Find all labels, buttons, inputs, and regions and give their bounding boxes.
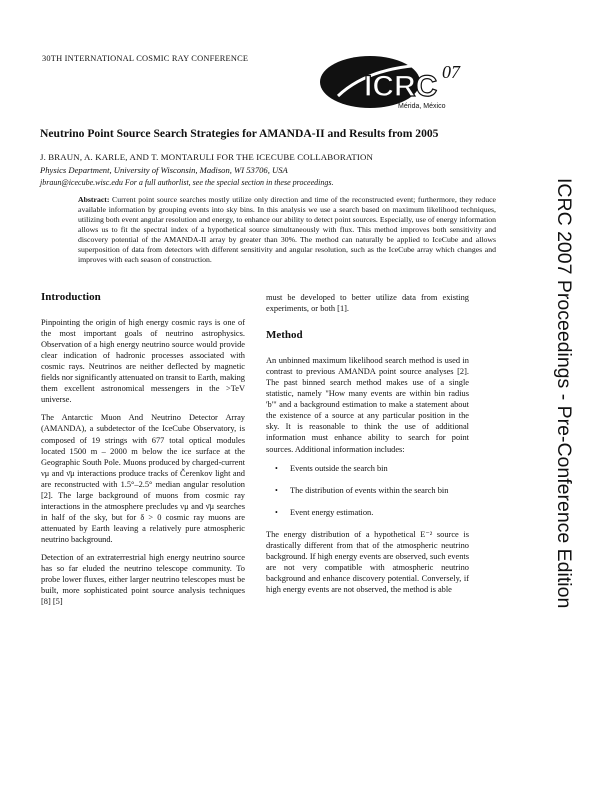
abstract-text: Current point source searches mostly utilize only direction and time of the reconstructed event; furthermore, they reduce available information by grouping events into sky bins. In this analysis we use a search based on maximum likelihood techniques, utilizing both event angular resolution and energy, to enhance our ability to detect point sources. Especially, use of energy information allows us to fit the spectral index of a hypothetical source simultaneously with flux. This method improves both sensitivity and discovery potential of the AMANDA-II array by greater than 30%. The method can naturally be applied to IceCube and allows superposition of data from detectors with different sensitivity and angular resolution, such as the IceCube array which changes and improves with each season of construction. (78, 195, 496, 264)
right-column (266, 292, 469, 595)
list-item (266, 463, 469, 474)
method-paragraph-2: The energy distribution of a hypothetical E⁻² source is drastically different from that of the atmospheric neutrino background. If high energy events are observed, such events are not very compatible with atmospheric neutrino background and enhance discovery potential. Conversely, if high energy events are not observed, the method is able (266, 529, 469, 594)
logo-acronym: ICRC (364, 70, 438, 103)
conference-name: TH INTERNATIONAL COSMIC RAY CONFERENCE (50, 54, 249, 63)
icrc-logo (318, 52, 478, 110)
method-heading: Method (266, 329, 303, 342)
intro-continuation: must be developed to better utilize data from existing experiments, or both [1]. (266, 293, 469, 314)
logo-year: 07 (442, 62, 460, 82)
method-bullet-list (266, 463, 469, 518)
abstract-label: Abstract: (78, 195, 110, 204)
paper-affiliation: Physics Department, University of Wisconsin, Madison, WI 53706, USA (40, 165, 288, 175)
paper-authors (40, 152, 373, 162)
intro-heading: Introduction (41, 291, 101, 303)
paper-email: jbraun@icecube.wisc.edu For a full authorlist, see the special section in these proceedings. (40, 178, 334, 187)
abstract (78, 195, 496, 265)
authors-text: J. BRAUN, A. KARLE, AND T. MONTARULI FOR THE ICECUBE COLLABORATION (40, 152, 373, 162)
list-item (266, 507, 469, 518)
bullet-icon: • (275, 463, 278, 473)
bullet-icon: • (275, 507, 278, 517)
conference-header (42, 54, 248, 63)
list-item-text: Events outside the search bin (290, 463, 388, 473)
left-column (41, 292, 245, 607)
intro-paragraph-3: Detection of an extraterrestrial high energy neutrino source has so far eluded the neutrino telescope community. To probe lower fluxes, either larger neutrino telescopes must be built, more sophisticated point source analysis techniques [8] [5] (41, 552, 245, 607)
logo-place: Mérida, México (398, 103, 446, 110)
list-item-text: The distribution of events within the search bin (290, 485, 449, 495)
list-item (266, 485, 469, 496)
intro-paragraph-1: Pinpointing the origin of high energy cosmic rays is one of the most important goals of neutrino astrophysics. Observation of a high energy neutrino source would provide clear indication of hadronic processes associated with cosmic rays. Neutrinos are neither deflected by magnetic fields nor significantly attenuated on transit to Earth, making them excellent astronomical messengers in the >TeV universe. (41, 318, 245, 405)
list-item-text: Event energy estimation. (290, 507, 374, 517)
paper-title: Neutrino Point Source Search Strategies for AMANDA-II and Results from 2005 (40, 127, 439, 140)
method-paragraph-1: An unbinned maximum likelihood search method is used in contrast to previous AMANDA point source analyses [2]. The past binned search method makes use of a single statistic, namely "How many events are within bin radius 'b'" and a background estimation to make a statement about the existence of a source at any particular position in the sky. It is reasonable to think the use of additional information must enhance ability to search for point sources. Additional information includes: (266, 356, 469, 454)
bullet-icon: • (275, 485, 278, 495)
intro-paragraph-2: The Antarctic Muon And Neutrino Detector Array (AMANDA), a subdetector of the IceCube Observatory, is composed of 19 strings with 677 total optical modules located 1500 m – 2000 m below the ice surface at the Geographic South Pole. Muons produced by charged-current νμ and ν̄μ interactions produce tracks of Čerenkov light and are reconstructed with 1.5°–2.5° median angular resolution [2]. The large background of muons from cosmic ray interactions in the atmosphere precludes νμ and ν̄μ searches in half of the sky, but for δ > 0 cosmic ray muons are attenuated by Earth leaving a relatively pure atmospheric neutrino background. (41, 413, 245, 544)
conference-number: 30 (42, 54, 51, 63)
watermark-text: ICRC 2007 Proceedings - Pre-Conference Edition (553, 178, 575, 609)
proceedings-watermark (548, 178, 578, 648)
